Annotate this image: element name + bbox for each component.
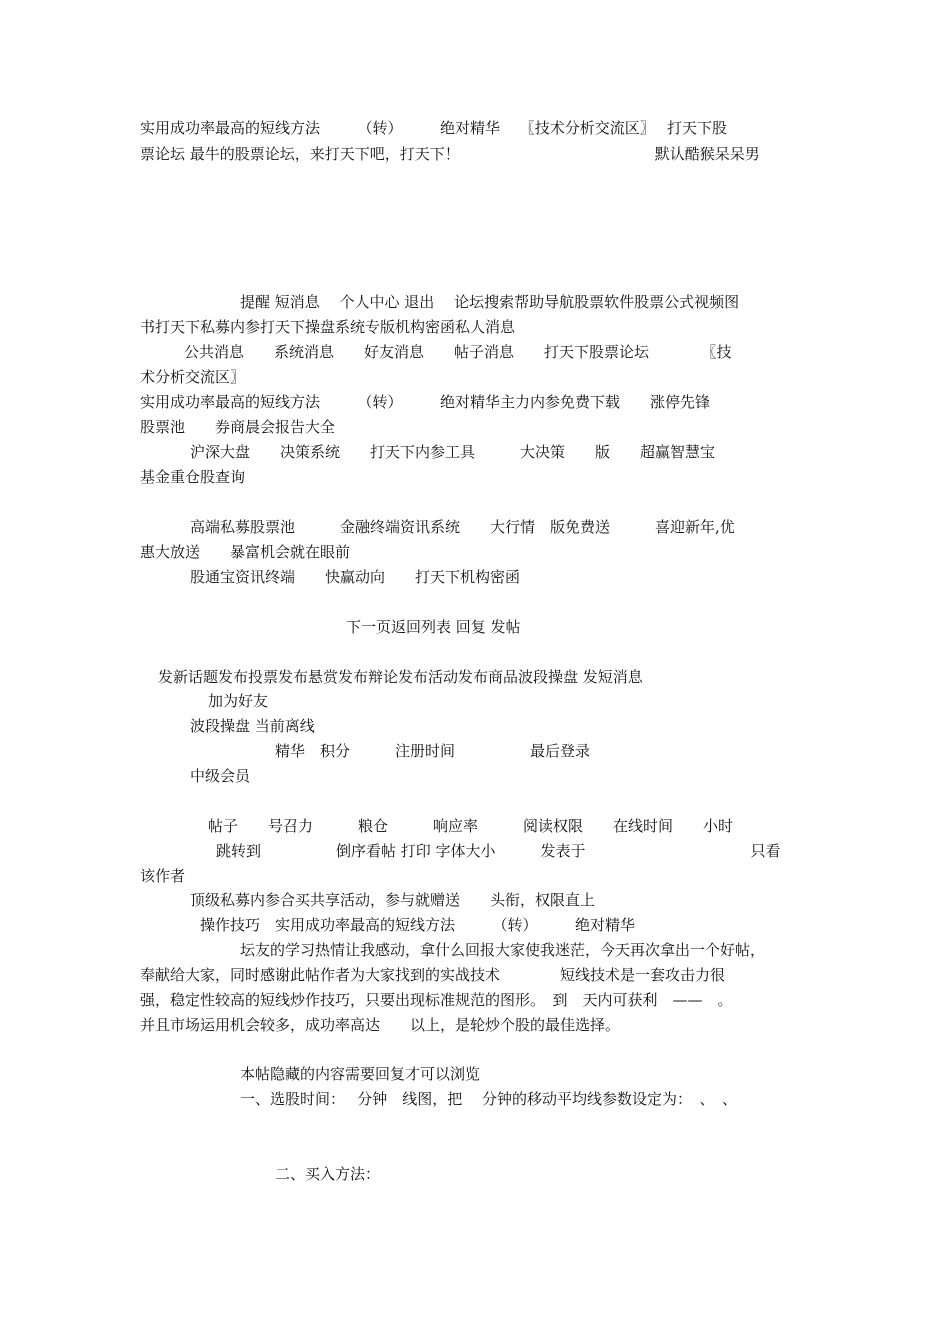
post-body-line: 坛友的学习热情让我感动，拿什么回报大家使我迷茫，今天再次拿出一个好帖， <box>240 941 766 959</box>
author-profile-stats: 帖子 号召力 粮仓 响应率 阅读权限 在线时间 小时 <box>208 817 734 835</box>
post-body-line: 强，稳定性较高的短线炒作技巧，只要出现标准规范的图形。 到 天内可获利 —— 。 <box>140 991 733 1009</box>
ads-links-line[interactable]: 高端私募股票池 金融终端资讯系统 大行情 版免费送 喜迎新年,优 <box>190 518 735 536</box>
author-stats-header: 精华 积分 注册时间 最后登录 <box>275 742 591 760</box>
ads-links-line-2[interactable]: 惠大放送 暴富机会就在眼前 <box>140 543 351 561</box>
header-forum-line: 票论坛 最牛的股票论坛，来打天下吧，打天下！ 默认酷猴呆呆男 <box>140 145 760 163</box>
author-rank: 中级会员 <box>190 767 251 785</box>
author-name-status: 波段操盘 当前离线 <box>190 717 315 735</box>
tools-links-line[interactable]: 沪深大盘 决策系统 打天下内参工具 大决策 版 超赢智慧宝 <box>190 443 716 461</box>
pager-controls[interactable]: 下一页返回列表 回复 发帖 <box>346 618 521 636</box>
post-step-one: 一、选股时间： 分钟 线图，把 分钟的移动平均线参数设定为： 、 、 <box>240 1090 738 1108</box>
post-ad-line[interactable]: 顶级私募内参合买共享活动，参与就赠送 头衔，权限直上 <box>190 891 596 909</box>
post-actions-line[interactable]: 发新话题发布投票发布悬赏发布辩论发布活动发布商品波段操盘 发短消息 <box>158 668 643 686</box>
post-toolbar[interactable]: 跳转到 倒序看帖 打印 字体大小 发表于 只看 <box>216 842 781 860</box>
tools-links-line-2[interactable]: 基金重仓股查询 <box>140 468 246 486</box>
add-friend-link[interactable]: 加为好友 <box>208 692 269 710</box>
post-body-line: 并且市场运用机会较多，成功率高达 以上，是轮炒个股的最佳选择。 <box>140 1016 621 1034</box>
nav-links-line[interactable]: 提醒 短消息 个人中心 退出 论坛搜索帮助导航股票软件股票公式视频图 <box>240 293 740 311</box>
promo-links-line[interactable]: 股票池 券商晨会报告大全 <box>140 418 336 436</box>
hidden-content-notice: 本帖隐藏的内容需要回复才可以浏览 <box>240 1065 481 1083</box>
header-title-line: 实用成功率最高的短线方法 （转） 绝对精华 〖技术分析交流区〗 打天下股 <box>140 119 728 137</box>
post-title: 操作技巧 实用成功率最高的短线方法 （转） 绝对精华 <box>200 916 636 934</box>
breadcrumb-thread-line[interactable]: 实用成功率最高的短线方法 （转） 绝对精华主力内参免费下载 涨停先锋 <box>140 393 711 411</box>
view-author-only-link[interactable]: 该作者 <box>140 867 186 885</box>
message-tabs-line[interactable]: 公共消息 系统消息 好友消息 帖子消息 打天下股票论坛 〖技 <box>184 343 732 361</box>
post-body-line: 奉献给大家，同时感谢此帖作者为大家找到的实战技术 短线技术是一套攻击力很 <box>140 966 726 984</box>
ads-links-line-3[interactable]: 股通宝资讯终端 快赢动向 打天下机构密函 <box>190 568 521 586</box>
nav-links-line-2[interactable]: 书打天下私募内参打天下操盘系统专版机构密函私人消息 <box>140 318 516 336</box>
breadcrumb-forum-section[interactable]: 术分析交流区〗 <box>140 368 246 386</box>
post-step-two: 二、买入方法： <box>275 1165 381 1183</box>
